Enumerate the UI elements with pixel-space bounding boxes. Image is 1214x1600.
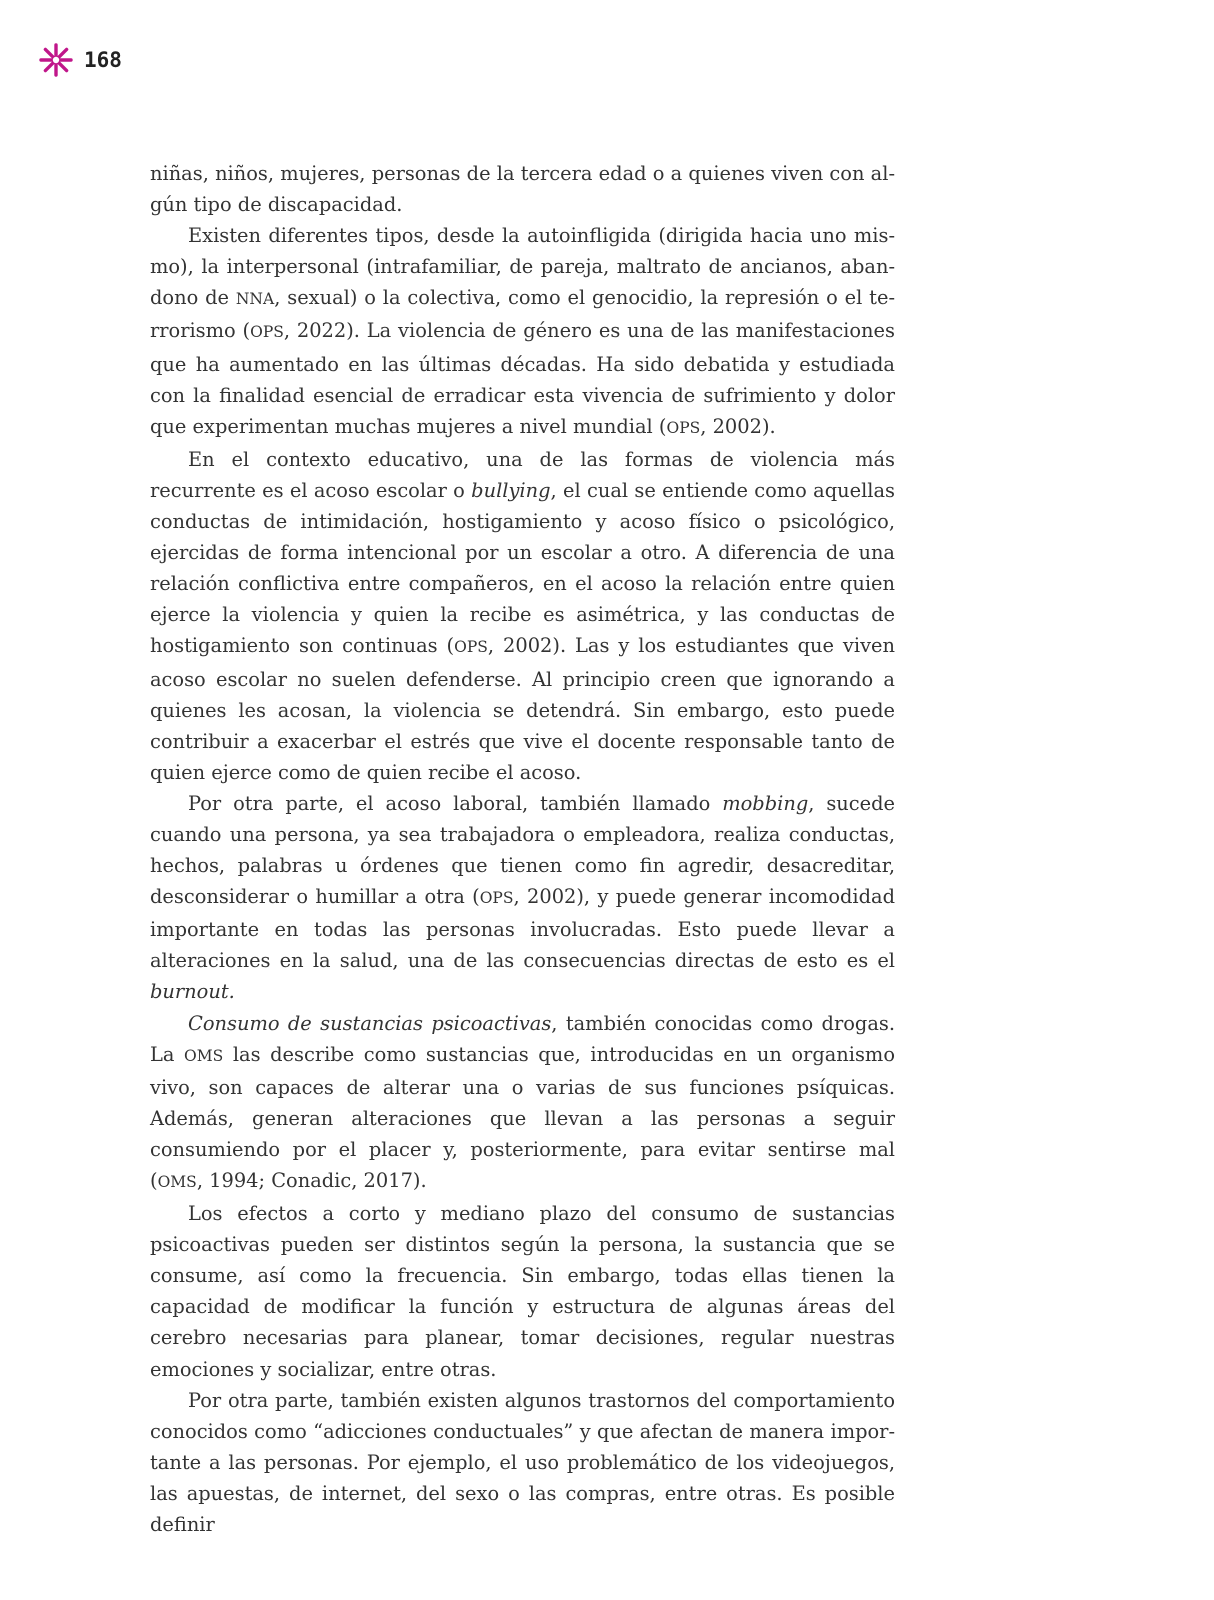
paragraph-5: Consumo de sustancias psicoactivas, también conocidas como drogas. La OMS las describe como sustancias que, introducidas en un organismo vivo, son capaces de alterar una o varias de sus funciones psíquicas. Además, generan alteraciones que llevan a las personas a seguir consumiendo por el placer y, posteriormente, para evitar sentirse mal (OMS, 1994; Conadic, 2017). bbox=[150, 1011, 895, 1192]
paragraph-1: niñas, niños, mujeres, personas de la tercera edad o a quienes viven con algún tipo de discapacidad. bbox=[150, 162, 895, 217]
paragraph-2: Existen diferentes tipos, desde la autoinfligida (dirigida hacia uno mismo), la interpersonal (intrafamiliar, de pareja, maltrato de ancianos, abandono de NNA, sexual) o la colectiva, como el genocidio, la represión o el terrorismo (OPS, 2022). La violencia de género es una de las manifestaciones que ha aumentado en las últimas décadas. Ha sido debatida y estudiada con la finalidad esencial de erradicar esta vivencia de sufrimiento y dolor que experimentan muchas mujeres a nivel mundial (OPS, 2002). bbox=[150, 224, 896, 438]
body-text bbox=[150, 158, 895, 1540]
page-header bbox=[38, 42, 122, 78]
asterisk-star-icon bbox=[38, 42, 74, 78]
paragraph-4: Por otra parte, el acoso laboral, también llamado mobbing, sucede cuando una persona, ya sea trabajadora o empleadora, realiza conductas, hechos, palabras u órdenes que tienen como fin agredir, desacreditar, desconsiderar o humillar a otra (OPS, 2002), y puede generar incomodidad importante en todas las personas involucradas. Esto puede llevar a alteraciones en la salud, una de las consecuencias directas de esto es el burnout. bbox=[150, 791, 895, 1004]
paragraph-7: Por otra parte, también existen algunos trastornos del comportamiento conocidos como “adicciones conductuales” y que afectan de manera importante a las personas. Por ejemplo, el uso problemático de los videojuegos, las apuestas, de internet, del sexo o las compras, entre otras. Es posible definir bbox=[150, 1388, 895, 1537]
page-number: 168 bbox=[84, 48, 122, 72]
paragraph-6: Los efectos a corto y mediano plazo del consumo de sustancias psicoactivas pueden ser distintos según la persona, la sustancia que se consume, así como la frecuencia. Sin embargo, todas ellas tienen la capacidad de modificar la función y estructura de algunas áreas del cerebro necesarias para planear, tomar decisiones, regular nuestras emociones y socializar, entre otras. bbox=[150, 1202, 895, 1381]
paragraph-3: En el contexto educativo, una de las formas de violencia más recurrente es el acoso escolar o bullying, el cual se entiende como aquellas conductas de intimidación, hostigamiento y acoso físico o psicológico, ejercidas de forma intencional por un escolar a otro. A diferencia de una relación conflictiva entre compañeros, en el acoso la relación entre quien ejerce la violencia y quien la recibe es asimétrica, y las conductas de hostigamiento son continuas (OPS, 2002). Las y los estudiantes que viven acoso escolar no suelen defenderse. Al principio creen que ignorando a quienes les acosan, la violencia se detendrá. Sin embargo, esto puede contribuir a exacerbar el estrés que vive el docente responsable tanto de quien ejerce como de quien recibe el acoso. bbox=[150, 447, 895, 784]
